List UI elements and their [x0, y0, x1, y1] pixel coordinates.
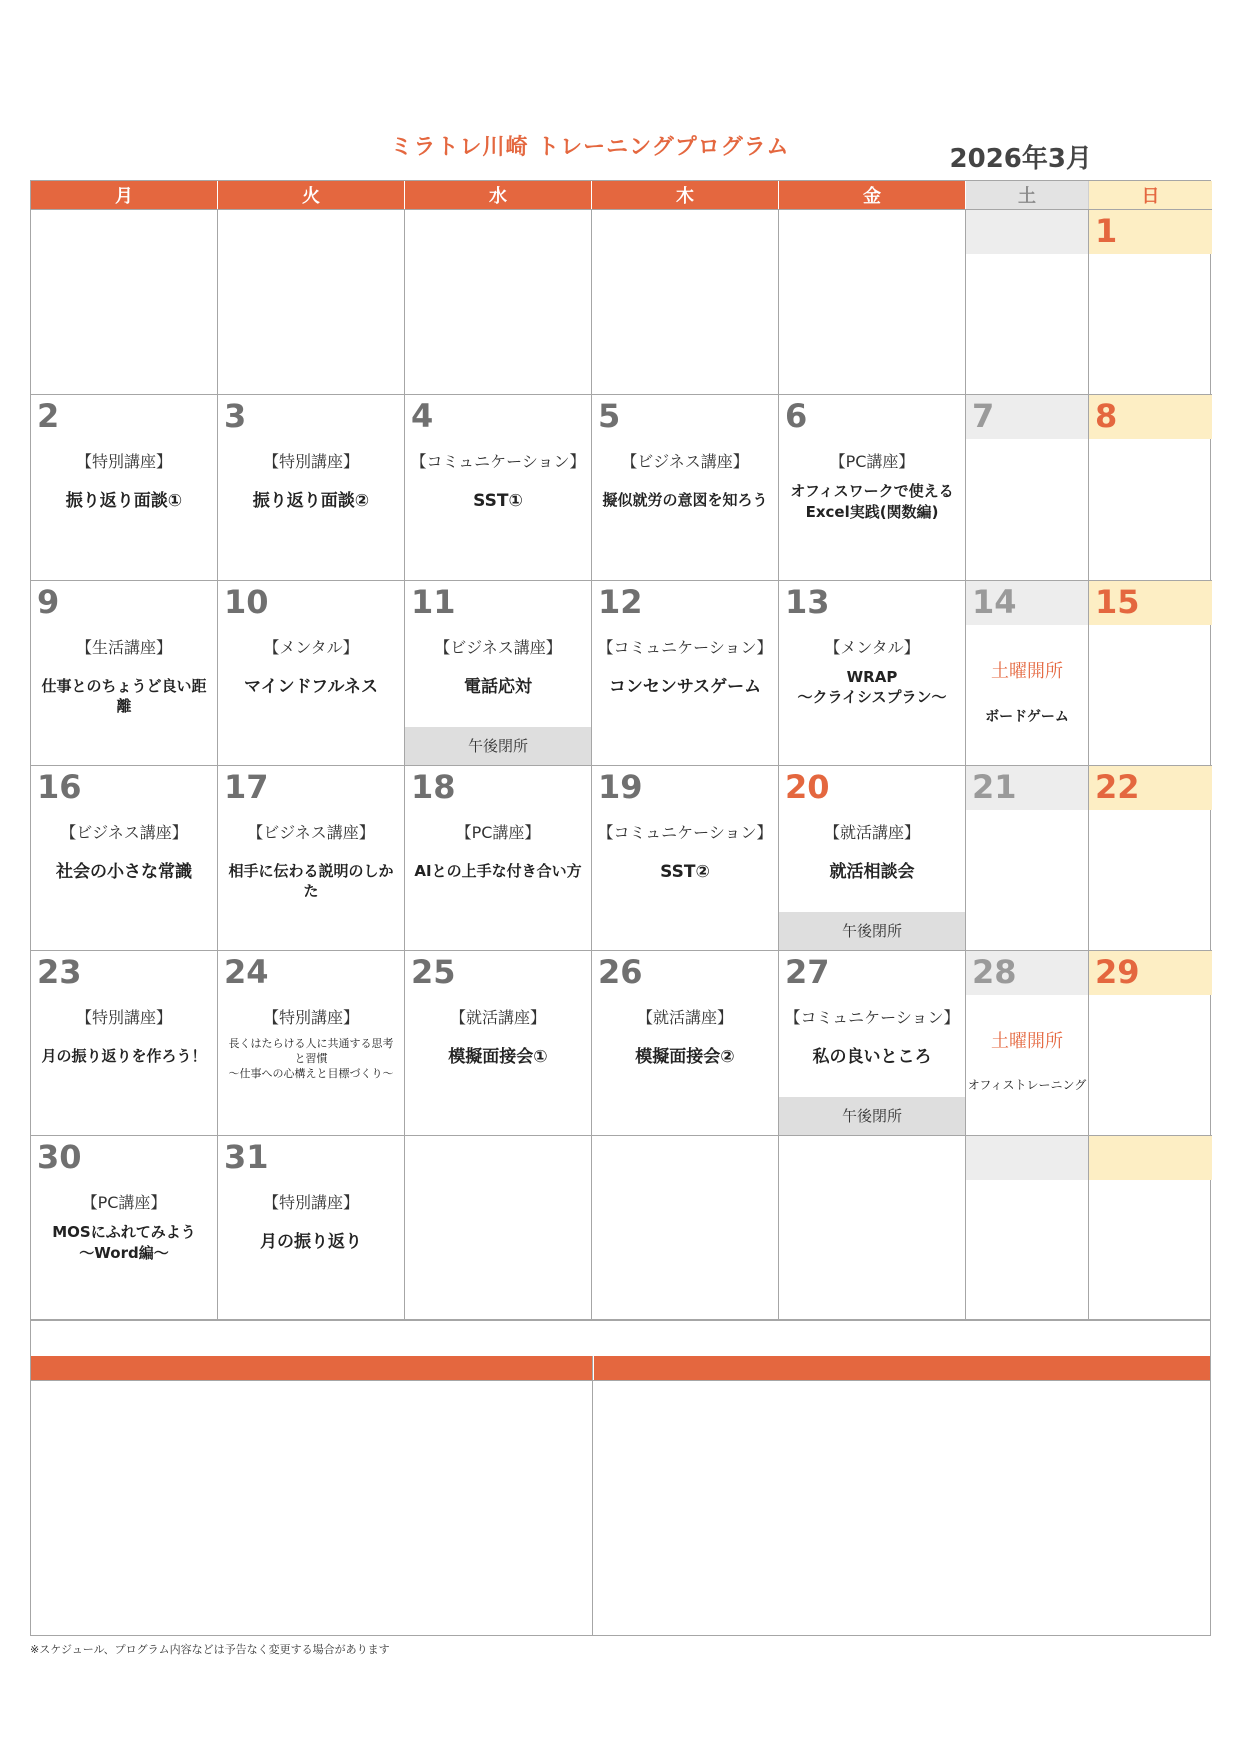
program-title: 擬似就労の意図を知ろう — [602, 491, 768, 510]
day-cell — [592, 765, 779, 950]
program-title: WRAP ～クライシスプラン～ — [797, 667, 947, 706]
day-cell — [592, 209, 779, 394]
day-number: 30 — [37, 1138, 82, 1177]
day-number: 11 — [411, 582, 456, 621]
program-category: 【特別講座】 — [262, 1193, 359, 1213]
day-number: 31 — [224, 1138, 269, 1177]
program-category: 【特別講座】 — [262, 1008, 359, 1028]
footer-note: ※スケジュール、プログラム内容などは予告なく変更する場合があります — [30, 1643, 390, 1656]
program-category: 【就活講座】 — [636, 1008, 733, 1028]
day-cell — [592, 394, 779, 579]
day-number: 17 — [224, 767, 269, 806]
program-category: 【メンタル】 — [263, 637, 359, 657]
day-number: 27 — [785, 953, 830, 992]
day-number: 9 — [37, 582, 60, 621]
day-cell — [405, 765, 592, 950]
day-cell — [592, 580, 779, 765]
program-title: 月の振り返り — [260, 1232, 362, 1253]
day-cell — [31, 1135, 218, 1320]
day-cell — [966, 209, 1089, 394]
weekday-fri: 金 — [779, 181, 966, 209]
day-cell — [592, 950, 779, 1135]
program-category: 【特別講座】 — [262, 452, 359, 472]
notes-blank-row — [31, 1320, 1210, 1356]
day-number: 1 — [1095, 212, 1118, 250]
day-number: 23 — [37, 953, 82, 992]
day-number: 13 — [785, 582, 830, 621]
notes-column-divider — [592, 1356, 593, 1635]
day-cell — [31, 394, 218, 579]
program-title: SST② — [660, 861, 710, 882]
day-cell — [966, 394, 1089, 579]
day-cell — [592, 1135, 779, 1320]
day-cell — [405, 950, 592, 1135]
weekday-tue: 火 — [218, 181, 405, 209]
program-category: 【ビジネス講座】 — [621, 452, 749, 472]
day-cell — [405, 580, 592, 765]
day-cell — [405, 394, 592, 579]
day-cell — [966, 1135, 1089, 1320]
saturday-program: ボードゲーム — [985, 708, 1069, 725]
month-label: 2026年3月 — [949, 144, 1092, 174]
day-number: 21 — [972, 767, 1017, 806]
program-title: 模擬面接会① — [448, 1047, 548, 1068]
day-number: 19 — [598, 767, 643, 806]
afternoon-closed-badge: 午後閉所 — [405, 727, 591, 765]
program-category: 【ビジネス講座】 — [60, 822, 188, 842]
day-number: 22 — [1095, 767, 1140, 806]
day-cell — [218, 209, 405, 394]
program-category: 【PC講座】 — [829, 452, 915, 472]
program-category: 【特別講座】 — [75, 452, 172, 472]
day-number: 14 — [972, 582, 1017, 621]
program-title: AIとの上手な付き合い方 — [414, 861, 582, 880]
saturday-program: オフィストレーニング — [967, 1078, 1087, 1093]
program-title: 相手に伝わる説明のしかた — [228, 861, 394, 901]
program-category: 【生活講座】 — [75, 637, 172, 657]
saturday-open-label: 土曜開所 — [991, 660, 1063, 682]
weekday-sat: 土 — [966, 181, 1089, 209]
afternoon-closed-badge: 午後閉所 — [779, 912, 965, 950]
day-number: 12 — [598, 582, 643, 621]
day-cell — [1089, 1135, 1212, 1320]
program-category: 【PC講座】 — [455, 822, 541, 842]
program-title: オフィスワークで使える Excel実践(関数編) — [790, 482, 954, 521]
program-category: 【PC講座】 — [81, 1193, 167, 1213]
program-category: 【就活講座】 — [449, 1008, 546, 1028]
day-cell — [31, 765, 218, 950]
notes-area — [30, 1320, 1211, 1636]
day-number: 20 — [785, 767, 830, 806]
day-cell — [405, 209, 592, 394]
day-cell — [779, 1135, 966, 1320]
day-cell — [966, 580, 1089, 765]
day-cell — [1089, 765, 1212, 950]
day-number: 16 — [37, 767, 82, 806]
day-cell — [1089, 580, 1212, 765]
day-cell — [1089, 394, 1212, 579]
program-title: 模擬面接会② — [635, 1047, 735, 1068]
weekday-sun: 日 — [1089, 181, 1212, 209]
day-number: 8 — [1095, 397, 1118, 436]
program-title: 長くはたらける人に共通する思考と習慣 ～仕事への心構えと目標づくり～ — [228, 1037, 394, 1080]
day-number: 5 — [598, 397, 621, 436]
day-cell — [779, 209, 966, 394]
program-title: 社会の小さな常識 — [56, 861, 192, 882]
day-number: 4 — [411, 397, 434, 436]
day-cell — [779, 950, 966, 1135]
day-number-band — [1089, 1136, 1212, 1180]
day-cell — [779, 765, 966, 950]
notes-header-underline — [31, 1380, 1210, 1381]
weekday-wed: 水 — [405, 181, 592, 209]
notes-header-bar — [31, 1356, 1210, 1380]
program-title: マインドフルネス — [244, 676, 378, 697]
program-category: 【特別講座】 — [75, 1008, 172, 1028]
day-cell — [405, 1135, 592, 1320]
day-cell — [1089, 950, 1212, 1135]
day-number: 3 — [224, 397, 247, 436]
day-number: 7 — [972, 397, 995, 436]
day-cell — [218, 950, 405, 1135]
day-cell — [779, 394, 966, 579]
day-number: 15 — [1095, 582, 1140, 621]
program-category: 【メンタル】 — [824, 637, 920, 657]
saturday-open-label: 土曜開所 — [991, 1031, 1063, 1053]
day-cell — [218, 580, 405, 765]
program-title: コンセンサスゲーム — [608, 676, 762, 697]
day-number: 10 — [224, 582, 269, 621]
day-cell — [966, 765, 1089, 950]
program-category: 【ビジネス講座】 — [247, 822, 375, 842]
day-cell — [31, 950, 218, 1135]
weekday-thu: 木 — [592, 181, 779, 209]
day-cell — [31, 580, 218, 765]
program-category: 【コミュニケーション】 — [784, 1008, 960, 1028]
day-cell — [218, 1135, 405, 1320]
program-title: MOSにふれてみよう ～Word編～ — [52, 1223, 196, 1262]
page-title: ミラトレ川崎 トレーニングプログラム — [390, 135, 790, 160]
program-title: 振り返り面談① — [65, 491, 183, 512]
day-number-band — [966, 210, 1088, 254]
day-number: 28 — [972, 953, 1017, 992]
program-category: 【コミュニケーション】 — [597, 637, 773, 657]
program-category: 【就活講座】 — [823, 822, 920, 842]
day-number-band — [966, 1136, 1088, 1180]
program-title: SST① — [473, 491, 523, 512]
day-number: 25 — [411, 953, 456, 992]
program-title: 私の良いところ — [812, 1047, 932, 1068]
calendar-grid — [30, 180, 1211, 1320]
afternoon-closed-badge: 午後閉所 — [779, 1097, 965, 1135]
day-cell — [1089, 209, 1212, 394]
weekday-mon: 月 — [31, 181, 218, 209]
day-cell — [31, 209, 218, 394]
day-cell — [218, 394, 405, 579]
day-number: 26 — [598, 953, 643, 992]
day-number: 18 — [411, 767, 456, 806]
day-number: 2 — [37, 397, 60, 436]
program-title: 就活相談会 — [829, 861, 915, 882]
program-category: 【コミュニケーション】 — [410, 452, 586, 472]
day-cell — [218, 765, 405, 950]
program-title: 電話応対 — [464, 676, 532, 697]
day-cell — [966, 950, 1089, 1135]
day-number: 6 — [785, 397, 808, 436]
day-number: 24 — [224, 953, 269, 992]
program-title: 月の振り返りを作ろう！ — [41, 1047, 207, 1066]
day-number: 29 — [1095, 953, 1140, 992]
program-category: 【ビジネス講座】 — [434, 637, 562, 657]
program-title: 仕事とのちょうど良い距離 — [41, 676, 207, 715]
program-title: 振り返り面談② — [252, 491, 370, 512]
program-category: 【コミュニケーション】 — [597, 822, 773, 842]
day-cell — [779, 580, 966, 765]
